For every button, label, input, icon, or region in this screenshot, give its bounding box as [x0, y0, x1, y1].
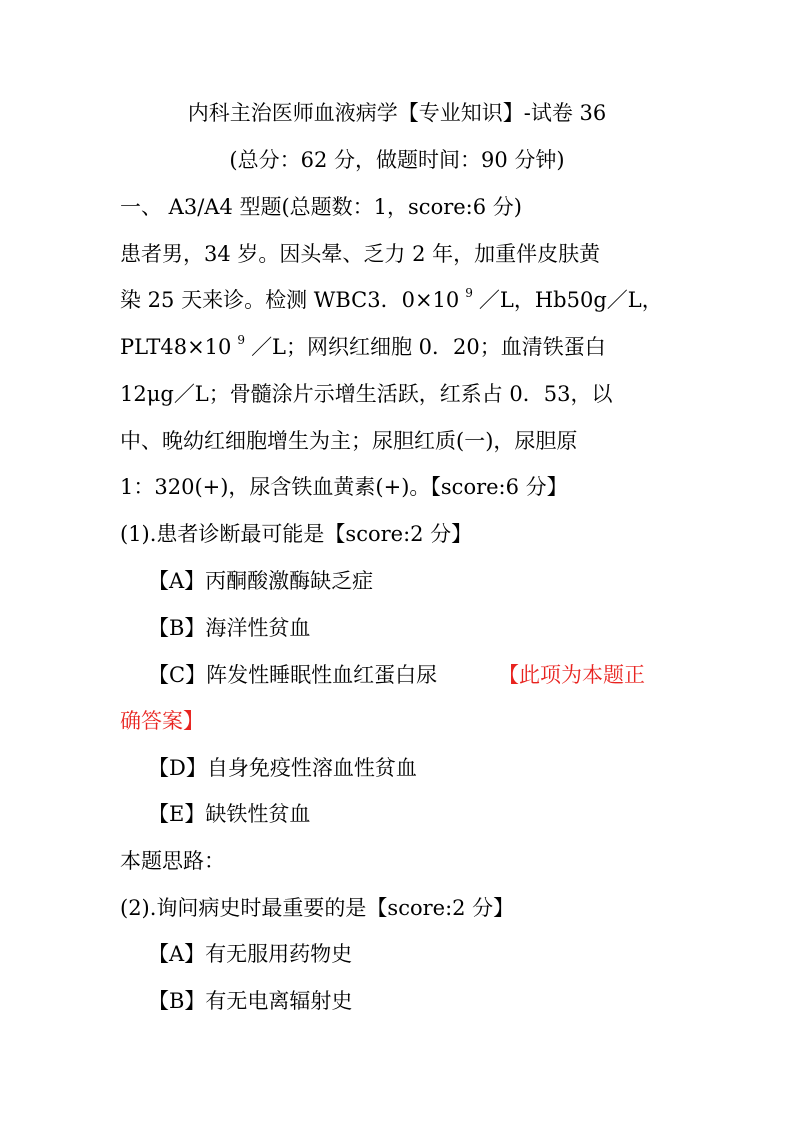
explanation-label: 本题思路： — [120, 849, 225, 873]
case-text-line: 患者男，34 岁。因头晕、乏力 2 年，加重伴皮肤黄 — [120, 242, 601, 266]
option-d: 【D】自身免疫性溶血性贫血 — [148, 756, 417, 780]
case-text-line — [120, 333, 606, 364]
option-e: 【E】缺铁性贫血 — [148, 802, 311, 826]
question-1-stem: (1).患者诊断最可能是【score:2 分】 — [120, 522, 473, 546]
option-a: 【A】有无服用药物史 — [148, 942, 353, 966]
case-text-segment: 染 25 天来诊。检测 WBC3．0×10 — [120, 288, 460, 312]
case-text-line: 12μg／L；骨髓涂片示增生活跃，红系占 0．53，以 — [120, 382, 613, 406]
case-text-segment: ／L，Hb50g／L， — [478, 288, 663, 312]
correct-answer-tag: 【此项为本题正 — [498, 663, 645, 687]
section-header: 一、 A3/A4 型题(总题数：1，score:6 分) — [120, 195, 522, 219]
document-title: 内科主治医师血液病学【专业知识】-试卷 36 — [187, 101, 607, 125]
option-c: 【C】阵发性睡眠性血红蛋白尿 — [148, 663, 438, 687]
case-text-segment: ／L；网织红细胞 0．20；血清铁蛋白 — [251, 335, 606, 359]
case-text-segment: PLT48×10 — [120, 335, 232, 359]
case-text-line — [120, 286, 663, 317]
correct-answer-tag-continued: 确答案】 — [120, 709, 204, 733]
option-b: 【B】有无电离辐射史 — [148, 989, 353, 1013]
case-text-line: 1：320(+)，尿含铁血黄素(+)。【score:6 分】 — [120, 475, 568, 499]
question-2-stem: (2).询问病史时最重要的是【score:2 分】 — [120, 896, 515, 920]
superscript: 9 — [465, 286, 473, 300]
case-text-line: 中、晚幼红细胞增生为主；尿胆红质(一)，尿胆原 — [120, 429, 578, 453]
option-a: 【A】丙酮酸激酶缺乏症 — [148, 569, 374, 593]
document-subtitle: (总分：62 分，做题时间：90 分钟) — [229, 148, 565, 172]
superscript: 9 — [237, 333, 246, 347]
option-b: 【B】海洋性贫血 — [148, 616, 311, 640]
